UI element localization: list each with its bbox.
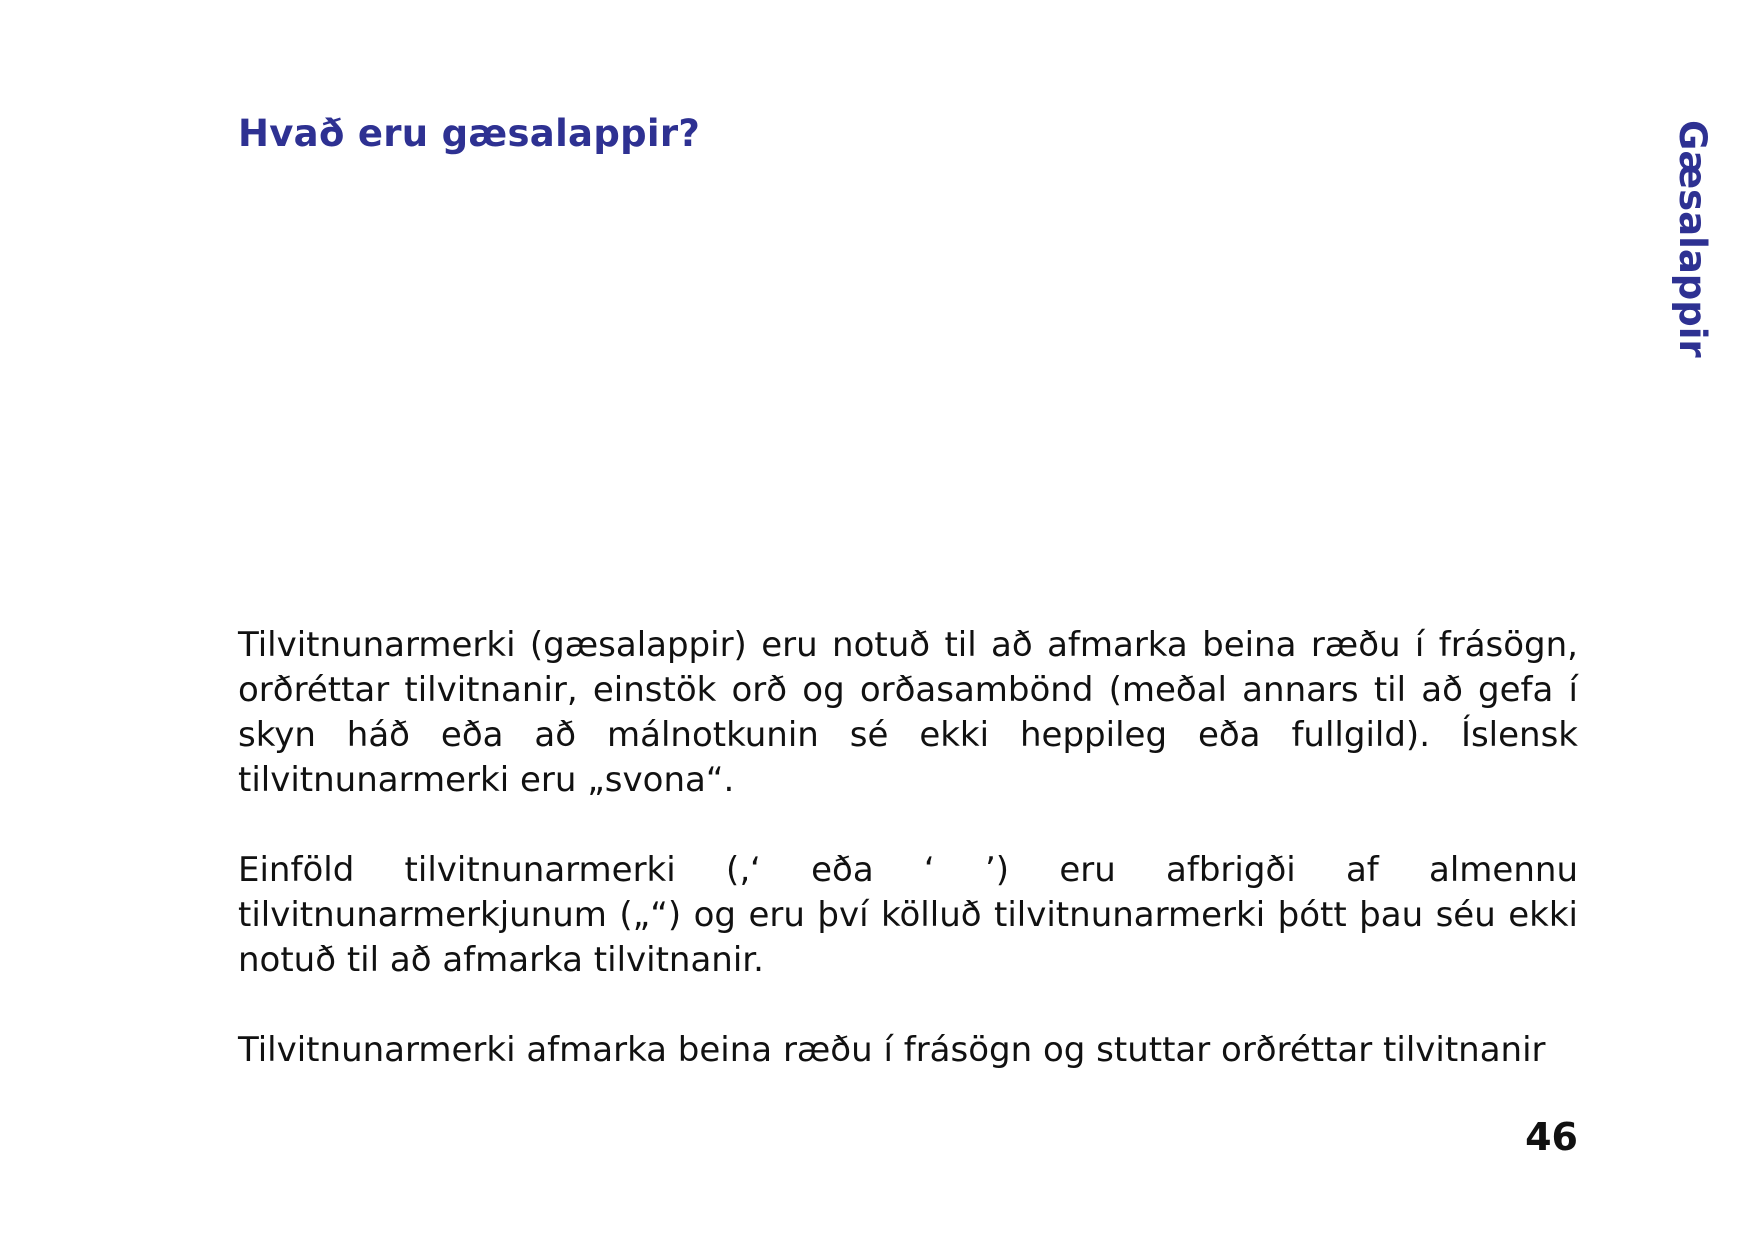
- paragraph: Tilvitnunarmerki (gæsalappir) eru notuð til að afmarka beina ræðu í frásögn, orðréttar tilvitnanir, einstök orð og orðasambönd (meðal annars til að gefa í skyn háð eða að málnotkunin sé ekki heppileg eða fullgild). Íslensk tilvitnunarmerki eru „svona“.: [238, 625, 1578, 800]
- page-title: Hvað eru gæsalappir?: [238, 112, 701, 155]
- page-number: 46: [1525, 1115, 1578, 1159]
- paragraph: Tilvitnunarmerki afmarka beina ræðu í frásögn og stuttar orðréttar tilvitnanir: [238, 1030, 1546, 1070]
- section-side-tab: [1668, 120, 1716, 360]
- paragraph: Einföld tilvitnunarmerki (‚‘ eða ‘ ’) eru afbrigði af almennu tilvitnunarmerkjunum („“) og eru því kölluð tilvitnunarmerki þótt þau séu ekki notuð til að afmarka tilvitnanir.: [238, 850, 1578, 980]
- section-side-tab-label: Gæsalappir: [1671, 120, 1714, 358]
- body-text: [238, 623, 1578, 1073]
